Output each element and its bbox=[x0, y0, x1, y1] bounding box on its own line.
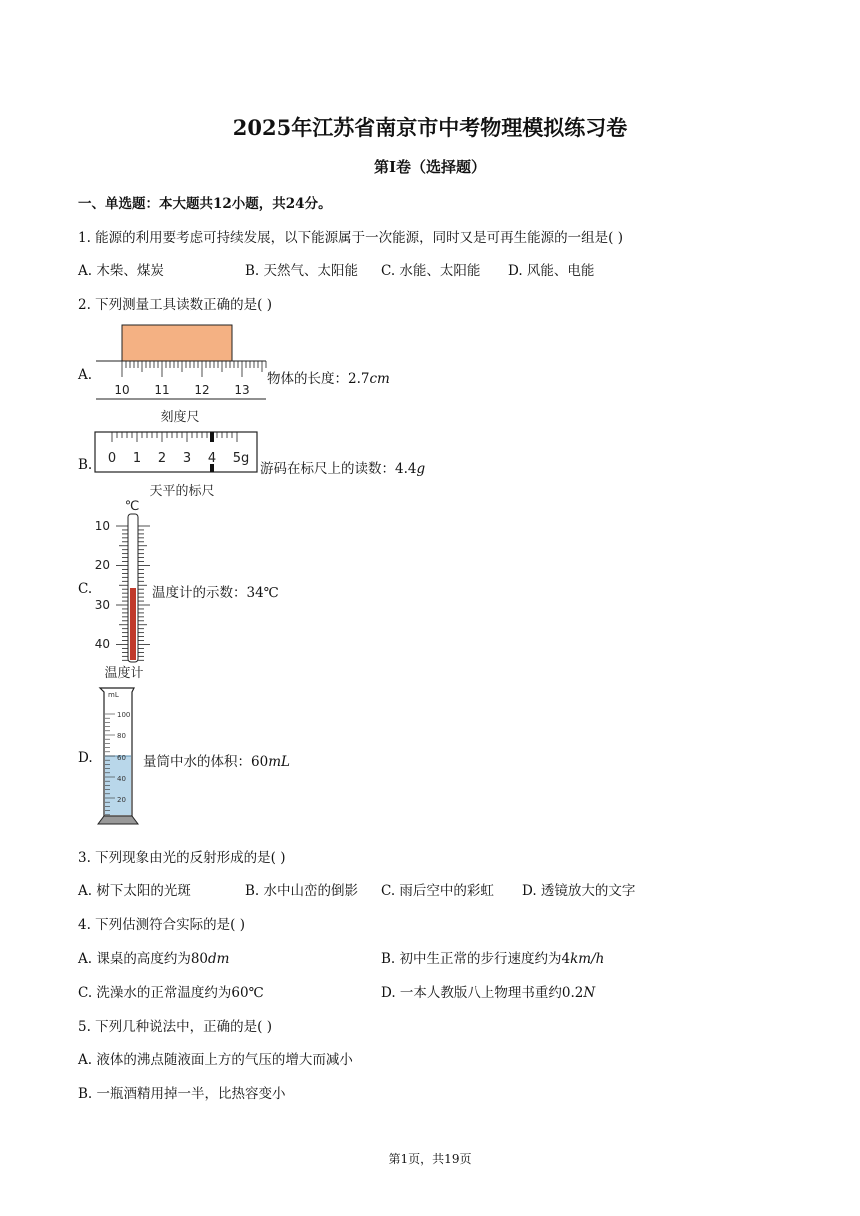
cylinder-tick-label: 60 bbox=[117, 754, 126, 762]
q5-option-a: A. 液体的沸点随液面上方的气压的增大而减小 bbox=[78, 1052, 353, 1068]
thermometer-tick-label: 30 bbox=[94, 598, 110, 612]
graduated-cylinder-figure bbox=[94, 684, 144, 830]
scale-tick-label: 5g bbox=[232, 451, 250, 466]
q2-option-a-text: 物体的长度：2.7cm bbox=[267, 371, 390, 387]
q2-option-b-label: B. bbox=[78, 457, 93, 473]
ruler-figure bbox=[94, 322, 268, 428]
q4-option-b: B. 初中生正常的步行速度约为4km/h bbox=[381, 951, 605, 967]
ruler-tick-label: 12 bbox=[194, 383, 210, 397]
q5-stem: 5. 下列几种说法中，正确的是( ) bbox=[78, 1019, 272, 1035]
ruler-tick-label: 11 bbox=[154, 383, 170, 397]
q3-option-b: B. 水中山峦的倒影 bbox=[245, 883, 359, 899]
scale-tick-label: 1 bbox=[132, 451, 142, 466]
cylinder-tick-label: 80 bbox=[117, 732, 126, 740]
q4-option-d: D. 一本人教版八上物理书重约0.2N bbox=[381, 985, 596, 1001]
cylinder-tick-label: 40 bbox=[117, 775, 126, 783]
q3-option-c: C. 雨后空中的彩虹 bbox=[381, 883, 494, 899]
scale-tick-label: 4 bbox=[207, 451, 217, 466]
thermometer-figure bbox=[90, 496, 154, 682]
cylinder-base bbox=[98, 816, 138, 824]
cylinder-tick-label: 100 bbox=[117, 711, 131, 719]
thermometer-tick-label: 20 bbox=[94, 558, 110, 572]
q1-stem: 1. 能源的利用要考虑可持续发展，以下能源属于一次能源，同时又是可再生能源的一组是( ) bbox=[78, 230, 623, 246]
ruler-object-block bbox=[122, 325, 232, 361]
q2-option-c-text: 温度计的示数：34℃ bbox=[152, 585, 279, 601]
q1-option-d: D. 风能、电能 bbox=[508, 263, 595, 279]
q3-option-a: A. 树下太阳的光斑 bbox=[78, 883, 191, 899]
q1-option-a: A. 木柴、煤炭 bbox=[78, 263, 164, 279]
document-title: 2025年江苏省南京市中考物理模拟练习卷 bbox=[232, 115, 628, 140]
ruler-tick-label: 13 bbox=[234, 383, 250, 397]
q4-option-c: C. 洗澡水的正常温度约为60℃ bbox=[78, 985, 264, 1001]
q2-stem: 2. 下列测量工具读数正确的是( ) bbox=[78, 297, 272, 313]
thermometer-tick-label: 10 bbox=[94, 519, 110, 533]
thermometer-unit: ℃ bbox=[124, 499, 140, 514]
q2-option-d-label: D. bbox=[78, 750, 93, 766]
q2-option-b-text: 游码在标尺上的读数：4.4g bbox=[260, 461, 426, 477]
cylinder-tick-label: 20 bbox=[117, 796, 126, 804]
q2-option-a-label: A. bbox=[78, 367, 93, 383]
q2-option-d-text: 量筒中水的体积：60mL bbox=[143, 754, 290, 770]
thermometer-tick-label: 40 bbox=[94, 637, 110, 651]
scale-tick-label: 0 bbox=[107, 451, 117, 466]
scale-tick-label: 3 bbox=[182, 451, 192, 466]
q2-option-c-label: C. bbox=[78, 581, 93, 597]
q5-option-b: B. 一瓶酒精用掉一半，比热容变小 bbox=[78, 1086, 286, 1102]
q3-stem: 3. 下列现象由光的反射形成的是( ) bbox=[78, 850, 286, 866]
scale-caption: 天平的标尺 bbox=[149, 484, 215, 499]
ruler-caption: 刻度尺 bbox=[160, 410, 200, 425]
q1-option-c: C. 水能、太阳能 bbox=[381, 263, 481, 279]
q4-stem: 4. 下列估测符合实际的是( ) bbox=[78, 917, 245, 933]
mercury-column bbox=[130, 588, 136, 660]
page-footer: 第1页，共19页 bbox=[388, 1152, 472, 1166]
q3-option-d: D. 透镜放大的文字 bbox=[522, 883, 636, 899]
q4-option-a: A. 课桌的高度约为80dm bbox=[78, 951, 230, 967]
balance-scale-figure bbox=[92, 429, 260, 501]
ruler-tick-label: 10 bbox=[114, 383, 130, 397]
thermometer-caption: 温度计 bbox=[104, 666, 144, 681]
rider-marker-top bbox=[210, 432, 214, 442]
q1-option-b: B. 天然气、太阳能 bbox=[245, 263, 359, 279]
section-heading: 一、单选题：本大题共12小题，共24分。 bbox=[78, 196, 332, 212]
scale-tick-label: 2 bbox=[157, 451, 167, 466]
cylinder-unit: mL bbox=[108, 691, 119, 699]
document-subtitle: 第I卷（选择题） bbox=[373, 158, 487, 176]
